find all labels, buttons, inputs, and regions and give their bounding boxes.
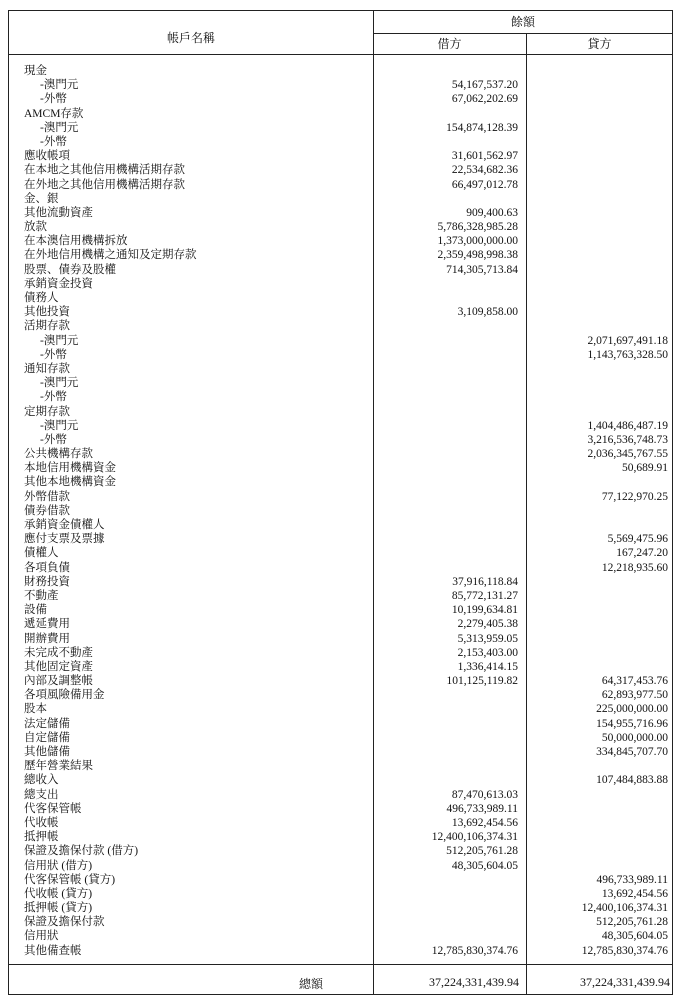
table-row bbox=[9, 518, 672, 532]
credit-value: 12,218,935.60 bbox=[601, 561, 668, 574]
table-row bbox=[9, 844, 672, 858]
table-row bbox=[9, 234, 672, 248]
debit-value: 22,534,682.36 bbox=[451, 164, 518, 177]
account-name: 債權人 bbox=[24, 547, 59, 560]
table-row bbox=[9, 504, 672, 518]
account-name: 股本 bbox=[24, 703, 47, 716]
table-row bbox=[9, 319, 672, 333]
account-name: -澳門元 bbox=[40, 334, 79, 347]
table-row bbox=[9, 135, 672, 149]
account-name: -澳門元 bbox=[40, 419, 79, 432]
table-row bbox=[9, 660, 672, 674]
table-row bbox=[9, 632, 672, 646]
account-name: -外幣 bbox=[40, 93, 67, 106]
credit-value: 1,143,763,328.50 bbox=[587, 348, 668, 361]
credit-value: 13,692,454.56 bbox=[601, 887, 668, 900]
table-row bbox=[9, 773, 672, 787]
table-row bbox=[9, 546, 672, 560]
debit-value: 5,786,328,985.28 bbox=[437, 221, 518, 234]
table-row bbox=[9, 603, 672, 617]
table-row bbox=[9, 830, 672, 844]
credit-value: 496,733,989.11 bbox=[596, 873, 668, 886]
credit-value: 50,000,000.00 bbox=[601, 731, 668, 744]
account-name: 外幣借款 bbox=[24, 490, 70, 503]
table-row bbox=[9, 305, 672, 319]
table-row bbox=[9, 887, 672, 901]
debit-value: 101,125,119.82 bbox=[446, 675, 518, 688]
credit-value: 167,247.20 bbox=[616, 547, 668, 560]
debit-value: 2,359,498,998.38 bbox=[437, 249, 518, 262]
table-row bbox=[9, 759, 672, 773]
table-row bbox=[9, 617, 672, 631]
table-row bbox=[9, 405, 672, 419]
account-name: -外幣 bbox=[40, 348, 67, 361]
debit-value: 909,400.63 bbox=[466, 206, 518, 219]
header-divider bbox=[373, 33, 672, 34]
table-row bbox=[9, 107, 672, 121]
credit-value: 334,845,707.70 bbox=[596, 746, 668, 758]
table-body bbox=[9, 64, 672, 958]
table-row bbox=[9, 376, 672, 390]
account-name: 其他儲備 bbox=[24, 746, 70, 758]
account-name: 信用狀 bbox=[24, 930, 59, 943]
debit-value: 2,153,403.00 bbox=[457, 646, 518, 659]
table-row bbox=[9, 745, 672, 759]
account-name: 承銷資金債權人 bbox=[24, 519, 105, 531]
debit-value: 12,400,106,374.31 bbox=[431, 831, 518, 844]
table-row bbox=[9, 717, 672, 731]
credit-value: 154,955,716.96 bbox=[596, 717, 668, 730]
table-row bbox=[9, 589, 672, 603]
table-row bbox=[9, 248, 672, 262]
debit-value: 154,874,128.39 bbox=[446, 121, 518, 134]
account-name: 其他備查帳 bbox=[24, 944, 82, 957]
table-row bbox=[9, 291, 672, 305]
credit-value: 12,400,106,374.31 bbox=[581, 902, 668, 915]
table-row bbox=[9, 646, 672, 660]
total-divider bbox=[9, 964, 672, 965]
credit-value: 48,305,604.05 bbox=[601, 930, 668, 943]
account-name: 遞延費用 bbox=[24, 618, 70, 631]
debit-value: 12,785,830,374.76 bbox=[431, 944, 518, 957]
table-row bbox=[9, 944, 672, 958]
table-row bbox=[9, 788, 672, 802]
account-name: 保證及擔保付款 bbox=[24, 916, 105, 929]
table-row bbox=[9, 561, 672, 575]
table-row bbox=[9, 121, 672, 135]
table-row bbox=[9, 674, 672, 688]
account-name: 在外地之其他信用機構活期存款 bbox=[24, 178, 185, 191]
debit-value: 31,601,562.97 bbox=[451, 150, 518, 163]
debit-value: 496,733,989.11 bbox=[446, 802, 518, 815]
account-name: 代收帳 bbox=[24, 816, 59, 829]
account-name: 信用狀 (借方) bbox=[24, 859, 93, 872]
header-account-name: 帳戶名稱 bbox=[166, 31, 215, 45]
account-name: 內部及調整帳 bbox=[24, 675, 93, 688]
table-row bbox=[9, 575, 672, 589]
table-row bbox=[9, 433, 672, 447]
credit-value: 77,122,970.25 bbox=[601, 490, 668, 503]
account-name: 應付支票及票據 bbox=[24, 533, 105, 546]
debit-value: 37,916,118.84 bbox=[452, 575, 518, 588]
debit-value: 3,109,858.00 bbox=[457, 306, 518, 319]
table-row bbox=[9, 859, 672, 873]
debit-value: 714,305,713.84 bbox=[446, 263, 518, 276]
credit-value: 512,205,761.28 bbox=[596, 916, 668, 929]
account-name: 財務投資 bbox=[24, 575, 70, 588]
account-name: 在外地信用機構之通知及定期存款 bbox=[24, 249, 197, 262]
table-row bbox=[9, 78, 672, 92]
account-name: 開辦費用 bbox=[24, 632, 70, 645]
table-row bbox=[9, 802, 672, 816]
account-name: 通知存款 bbox=[24, 362, 70, 375]
debit-value: 13,692,454.56 bbox=[451, 816, 518, 829]
account-name: 自定儲備 bbox=[24, 731, 70, 744]
account-name: 放款 bbox=[24, 221, 47, 234]
account-name: 公共機構存款 bbox=[24, 448, 93, 461]
table-row bbox=[9, 419, 672, 433]
table-row bbox=[9, 263, 672, 277]
credit-value: 62,893,977.50 bbox=[601, 689, 668, 702]
account-name: -外幣 bbox=[40, 135, 67, 148]
table-row bbox=[9, 178, 672, 192]
table-row bbox=[9, 92, 672, 106]
table-row bbox=[9, 532, 672, 546]
table-row bbox=[9, 901, 672, 915]
total-label: 總額 bbox=[299, 977, 324, 991]
table-row bbox=[9, 149, 672, 163]
account-name: AMCM存款 bbox=[24, 107, 84, 120]
account-name: 其他投資 bbox=[24, 306, 70, 319]
credit-value: 2,036,345,767.55 bbox=[587, 448, 668, 461]
account-name: -外幣 bbox=[40, 433, 67, 446]
account-name: 代收帳 (貸方) bbox=[24, 887, 93, 900]
account-name: 各項風險備用金 bbox=[24, 689, 105, 702]
credit-value: 225,000,000.00 bbox=[596, 703, 668, 716]
account-name: 債券借款 bbox=[24, 504, 70, 517]
account-name: 設備 bbox=[24, 604, 47, 617]
credit-value: 2,071,697,491.18 bbox=[587, 334, 668, 347]
account-name: 其他本地機構資金 bbox=[24, 476, 116, 489]
debit-value: 1,336,414.15 bbox=[457, 660, 518, 673]
balance-table bbox=[8, 10, 673, 995]
account-name: 本地信用機構資金 bbox=[24, 462, 116, 475]
table-row bbox=[9, 334, 672, 348]
table-row bbox=[9, 220, 672, 234]
credit-value: 12,785,830,374.76 bbox=[581, 944, 668, 957]
debit-value: 1,373,000,000.00 bbox=[437, 235, 518, 248]
account-name: 應收帳項 bbox=[24, 150, 70, 163]
debit-value: 48,305,604.05 bbox=[451, 859, 518, 872]
header-balance: 餘額 bbox=[510, 15, 535, 29]
header-credit: 貸方 bbox=[587, 37, 612, 51]
account-name: 代客保管帳 bbox=[24, 802, 82, 815]
table-row bbox=[9, 731, 672, 745]
account-name: 其他固定資產 bbox=[24, 660, 93, 673]
table-row bbox=[9, 64, 672, 78]
table-row bbox=[9, 490, 672, 504]
table-row bbox=[9, 475, 672, 489]
total-credit: 37,224,331,439.94 bbox=[580, 975, 670, 989]
table-row bbox=[9, 163, 672, 177]
account-name: 抵押帳 (貸方) bbox=[24, 902, 93, 915]
table-row bbox=[9, 702, 672, 716]
account-name: 金、銀 bbox=[24, 192, 59, 205]
account-name: 法定儲備 bbox=[24, 717, 70, 730]
table-row bbox=[9, 447, 672, 461]
table-row bbox=[9, 915, 672, 929]
credit-value: 64,317,453.76 bbox=[601, 675, 668, 688]
account-name: 總收入 bbox=[24, 774, 59, 787]
debit-value: 66,497,012.78 bbox=[451, 178, 518, 191]
header-debit: 借方 bbox=[437, 37, 462, 51]
table-row bbox=[9, 206, 672, 220]
account-name: -澳門元 bbox=[40, 79, 79, 92]
account-name: -澳門元 bbox=[40, 121, 79, 134]
debit-value: 512,205,761.28 bbox=[446, 845, 518, 858]
header-divider bbox=[9, 54, 672, 55]
credit-value: 107,484,883.88 bbox=[596, 774, 668, 787]
account-name: 各項負債 bbox=[24, 561, 70, 574]
table-row bbox=[9, 390, 672, 404]
table-row bbox=[9, 348, 672, 362]
table-row bbox=[9, 461, 672, 475]
table-row bbox=[9, 873, 672, 887]
table-row bbox=[9, 362, 672, 376]
credit-value: 1,404,486,487.19 bbox=[587, 419, 668, 432]
credit-value: 50,689.91 bbox=[622, 462, 668, 475]
account-name: 活期存款 bbox=[24, 320, 70, 333]
table-row bbox=[9, 816, 672, 830]
account-name: 在本地之其他信用機構活期存款 bbox=[24, 164, 185, 177]
account-name: 總支出 bbox=[24, 788, 59, 801]
debit-value: 67,062,202.69 bbox=[451, 93, 518, 106]
debit-value: 54,167,537.20 bbox=[451, 79, 518, 92]
account-name: 不動產 bbox=[24, 589, 59, 602]
debit-value: 5,313,959.05 bbox=[457, 632, 518, 645]
account-name: 代客保管帳 (貸方) bbox=[24, 873, 116, 886]
table-row bbox=[9, 277, 672, 291]
debit-value: 87,470,613.03 bbox=[451, 788, 518, 801]
account-name: 現金 bbox=[24, 65, 47, 77]
debit-value: 10,199,634.81 bbox=[451, 604, 518, 617]
table-row bbox=[9, 929, 672, 943]
account-name: 歷年營業結果 bbox=[24, 760, 93, 773]
debit-value: 85,772,131.27 bbox=[451, 589, 518, 602]
account-name: 債務人 bbox=[24, 292, 59, 304]
credit-value: 5,569,475.96 bbox=[607, 533, 668, 546]
account-name: 其他流動資產 bbox=[24, 206, 93, 219]
account-name: -澳門元 bbox=[40, 377, 79, 390]
table-row bbox=[9, 688, 672, 702]
account-name: 在本澳信用機構拆放 bbox=[24, 235, 128, 248]
account-name: 未完成不動產 bbox=[24, 646, 93, 659]
account-name: 保證及擔保付款 (借方) bbox=[24, 845, 139, 858]
account-name: 承銷資金投資 bbox=[24, 277, 93, 290]
table-row bbox=[9, 192, 672, 206]
account-name: 股票、債券及股權 bbox=[24, 263, 116, 276]
account-name: 定期存款 bbox=[24, 405, 70, 418]
account-name: -外幣 bbox=[40, 391, 67, 404]
total-debit: 37,224,331,439.94 bbox=[429, 975, 519, 989]
credit-value: 3,216,536,748.73 bbox=[587, 433, 668, 446]
debit-value: 2,279,405.38 bbox=[457, 618, 518, 631]
account-name: 抵押帳 bbox=[24, 831, 59, 844]
